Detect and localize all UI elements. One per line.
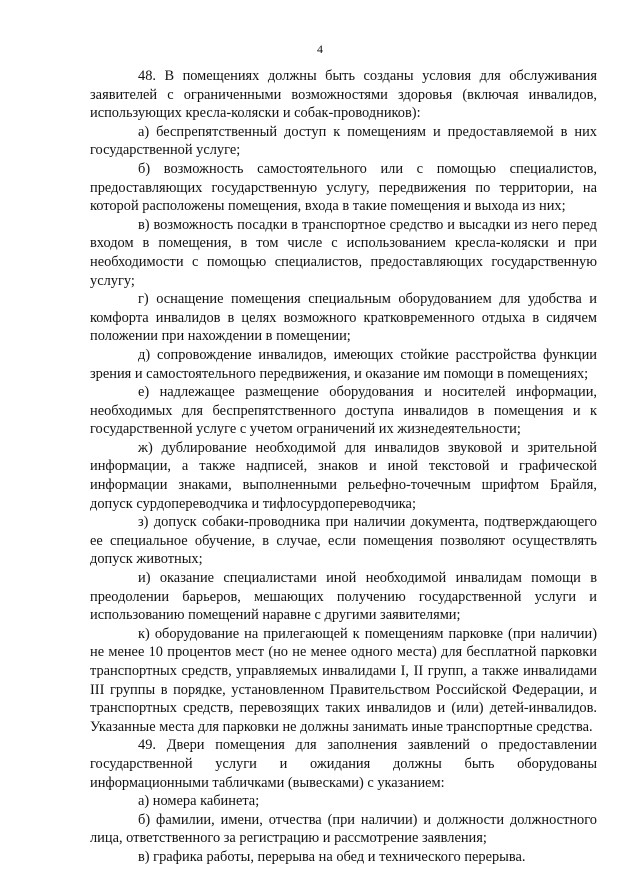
document-body xyxy=(90,67,597,867)
paragraph-49-a: а) номера кабинета; xyxy=(138,793,260,810)
paragraph-48-g: г) оснащение помещения специальным оборудованием для удобства и комфорта инвалидов в целях возможного кратковременного отдыха в сидячем положении при нахождении в помещении; xyxy=(90,291,597,345)
paragraph-49: 49. Двери помещения для заполнения заявлений о предоставлении государственной услуги и ожидания должны быть оборудованы информационными табличками (вывесками) с указанием: xyxy=(90,737,597,791)
paragraph-48-a: а) беспрепятственный доступ к помещениям и предоставляемой в них государственной услуге; xyxy=(90,123,597,159)
paragraph-48-zh: ж) дублирование необходимой для инвалидов звуковой и зрительной информации, а также надписей, знаков и иной текстовой и графической информации знаками, выполненными рельефно-точечным шрифтом Брайля, допуск сурдопереводчика и тифлосурдопереводчика; xyxy=(90,439,597,512)
paragraph-48-v: в) возможность посадки в транспортное средство и высадки из него перед входом в помещения, в том числе с использованием кресла-коляски и при необходимости с помощью специалистов, предоставляющих государственную услугу; xyxy=(90,216,597,289)
paragraph-49-v: в) графика работы, перерыва на обед и технического перерыва. xyxy=(138,848,526,865)
paragraph-49-b: б) фамилии, имени, отчества (при наличии) и должности должностного лица, ответственного за регистрацию и рассмотрение заявления; xyxy=(90,811,597,847)
paragraph-48-i: и) оказание специалистами иной необходимой инвалидам помощи в преодолении барьеров, мешающих получению государственной услуги и использованию помещений наравне с другими заявителями; xyxy=(90,570,597,624)
paragraph-48: 48. В помещениях должны быть созданы условия для обслуживания заявителей с ограниченными возможностями здоровья (включая инвалидов, использующих кресла-коляски и собак-проводников): xyxy=(90,68,597,122)
paragraph-48-d: д) сопровождение инвалидов, имеющих стойкие расстройства функции зрения и самостоятельного передвижения, и оказание им помощи в помещениях; xyxy=(90,346,597,382)
paragraph-48-b: б) возможность самостоятельного или с помощью специалистов, предоставляющих государственную услугу, передвижения по территории, на которой расположены помещения, входа в такие помещения и выхода из них; xyxy=(90,160,597,215)
paragraph-48-z: з) допуск собаки-проводника при наличии документа, подтверждающего ее специальное обучение, в случае, если помещения позволяют осуществлять допуск животных; xyxy=(90,514,597,568)
paragraph-48-e: е) надлежащее размещение оборудования и носителей информации, необходимых для беспрепятственного доступа инвалидов в помещения и к государственной услуге с учетом ограничений их жизнедеятельности; xyxy=(90,384,597,438)
page-number: 4 xyxy=(317,42,323,56)
paragraph-48-k: к) оборудование на прилегающей к помещениям парковке (при наличии) не менее 10 процентов мест (но не менее одного места) для бесплатной парковки транспортных средств, управляемых инвалидами I, II групп, а также инвалидами III группы в порядке, установленном Правительством Российской Федерации, и транспортных средств, перевозящих таких инвалидов и (или) детей-инвалидов. Указанные места для парковки не должны занимать иные транспортные средства. xyxy=(90,625,597,735)
